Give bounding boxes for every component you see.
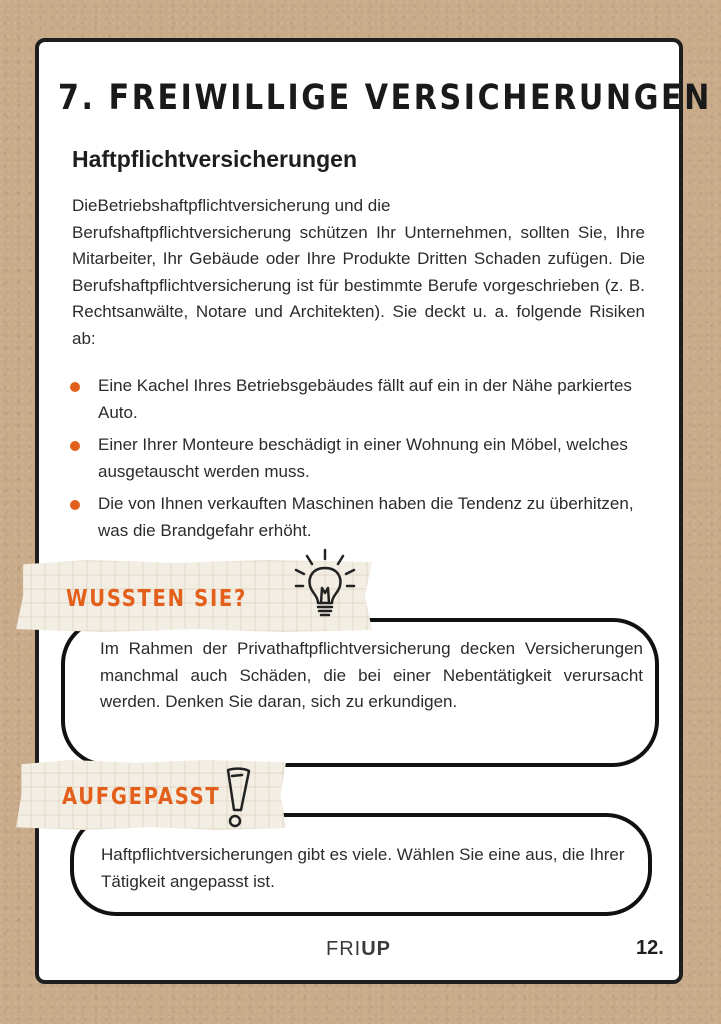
intro-rest: Berufshaftpflichtversicherung schützen Ihr Unternehmen, sollten Sie, Ihre Mitarbeiter, Ihr Gebäude oder Ihre Produkte Dritten Schaden zufügen. Die Berufshaftpflichtversicherung ist für bestimmte Berufe vorgeschrieben (z. B. Rechtsanwälte, Notare und Architekten). Sie deckt u. a. folgende Risiken ab:: [72, 222, 645, 348]
intro-line-1: DieBetriebshaftpflichtversicherung und die: [72, 196, 391, 215]
brand-logo-bold: UP: [361, 938, 392, 960]
page-title: 7. FREIWILLIGE VERSICHERUNGEN: [58, 78, 712, 118]
bullet-dot-icon: [70, 441, 80, 451]
list-item-text: Einer Ihrer Monteure beschädigt in einer Wohnung ein Möbel, welches ausgetauscht werden muss.: [98, 435, 628, 481]
lightbulb-icon: [290, 548, 360, 622]
section-heading: Haftpflichtversicherungen: [72, 146, 357, 172]
wussten-callout-text: Im Rahmen der Privathaftpflichtversicherung decken Versicherungen manchmal auch Schäden, die bei einer Nebentätigkeit verursacht werden. Denken Sie daran, sich zu erkundigen.: [100, 639, 643, 711]
risk-list: [64, 372, 654, 549]
brand-logo: [326, 938, 391, 961]
intro-paragraph: [72, 193, 645, 352]
brand-logo-light: FRI: [326, 938, 362, 960]
list-item-text: Eine Kachel Ihres Betriebsgebäudes fällt auf ein in der Nähe parkiertes Auto.: [98, 376, 632, 422]
bullet-dot-icon: [70, 382, 80, 392]
wussten-label: WUSSTEN SIE?: [66, 586, 248, 612]
bullet-dot-icon: [70, 500, 80, 510]
aufgepasst-label: AUFGEPASST: [62, 784, 221, 810]
list-item: [64, 490, 654, 544]
list-item: [64, 372, 654, 426]
page-number: 12.: [636, 937, 664, 959]
aufgepasst-callout-text: Haftpflichtversicherungen gibt es viele. Wählen Sie eine aus, die Ihrer Tätigkeit angepasst ist.: [101, 845, 625, 891]
list-item: [64, 431, 654, 485]
exclamation-icon: [220, 766, 254, 832]
list-item-text: Die von Ihnen verkauften Maschinen haben die Tendenz zu überhitzen, was die Brandgefahr erhöht.: [98, 494, 634, 540]
